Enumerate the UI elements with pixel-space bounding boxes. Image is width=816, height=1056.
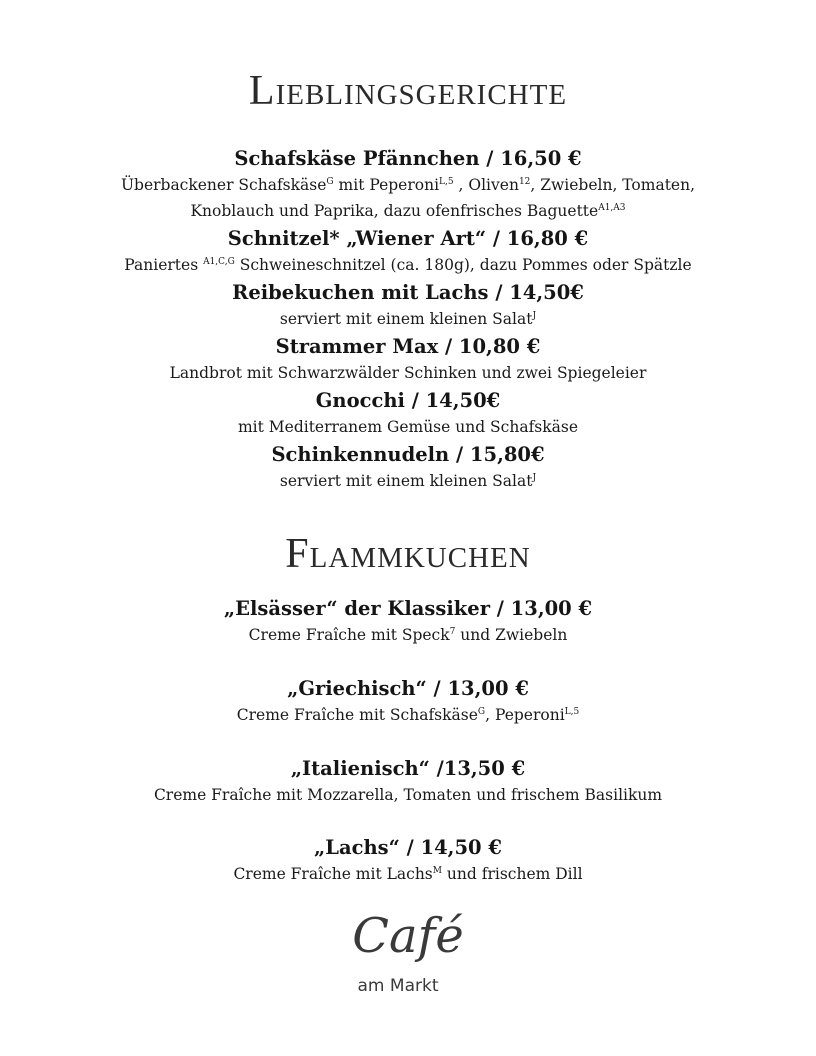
- dish-gnocchi: [40, 388, 776, 440]
- dish-title: Schnitzel* „Wiener Art“ / 16,80 €: [227, 227, 589, 250]
- dish-description: [40, 861, 776, 887]
- dish-schafskaese-pfaennchen: [40, 146, 776, 224]
- desc-text: mit Peperoni: [333, 176, 440, 194]
- desc-text: , Oliven: [453, 176, 519, 194]
- allergen-note: J: [532, 310, 537, 321]
- dish-strammer-max: [40, 334, 776, 386]
- dish-title: „Griechisch“ / 13,00 €: [287, 677, 529, 700]
- allergen-note: A1,A3: [598, 202, 626, 213]
- dish-description: [40, 622, 776, 648]
- dish-italienisch: [40, 756, 776, 808]
- dish-description: [40, 172, 776, 198]
- desc-text: und frischem Dill: [441, 865, 583, 883]
- desc-text: und Zwiebeln: [455, 626, 568, 644]
- allergen-note: G: [477, 706, 486, 717]
- dish-title: Strammer Max / 10,80 €: [275, 335, 541, 358]
- allergen-note: M: [432, 865, 442, 876]
- dish-title: „Italienisch“ /13,50 €: [290, 757, 526, 780]
- allergen-note: G: [326, 176, 334, 187]
- dish-schinkennudeln: [40, 442, 776, 494]
- dish-schnitzel: [40, 226, 776, 278]
- section-title-flammkuchen: Flammkuchen: [285, 531, 531, 577]
- allergen-note: 7: [449, 626, 456, 637]
- dish-title: Reibekuchen mit Lachs / 14,50€: [232, 281, 584, 304]
- desc-text: serviert mit einem kleinen Salat: [279, 472, 533, 490]
- dish-description: [40, 782, 776, 808]
- dish-title: „Lachs“ / 14,50 €: [314, 836, 502, 859]
- desc-text: Überbackener Schafskäse: [120, 176, 327, 194]
- desc-text: Creme Fraîche mit Speck: [248, 626, 450, 644]
- desc-text: mit Mediterranem Gemüse und Schafskäse: [237, 418, 579, 436]
- dish-description: [40, 306, 776, 332]
- dish-description: [40, 198, 776, 224]
- allergen-note: L,5: [439, 176, 454, 187]
- dish-title: Schafskäse Pfännchen / 16,50 €: [234, 147, 582, 170]
- dish-description: [40, 252, 776, 278]
- dish-description: [40, 360, 776, 386]
- desc-text: Schweineschnitzel (ca. 180g), dazu Pommes oder Spätzle: [234, 256, 692, 274]
- dish-description: [40, 702, 776, 728]
- dish-title: Gnocchi / 14,50€: [315, 389, 501, 412]
- logo-text-am-markt: am Markt: [357, 976, 439, 996]
- dish-elsaesser: [40, 596, 776, 648]
- dish-reibekuchen: [40, 280, 776, 332]
- desc-text: Landbrot mit Schwarzwälder Schinken und zwei Spiegeleier: [169, 364, 647, 382]
- dish-lachs: [40, 835, 776, 887]
- desc-text: Creme Fraîche mit Schafskäse: [236, 706, 478, 724]
- logo-text-cafe: Café: [352, 908, 464, 964]
- desc-text: Paniertes: [124, 256, 204, 274]
- dish-description: [40, 468, 776, 494]
- desc-text: , Peperoni: [485, 706, 565, 724]
- allergen-note: L,5: [564, 706, 580, 717]
- section-title-lieblingsgerichte: Lieblingsgerichte: [248, 68, 568, 114]
- allergen-note: J: [532, 472, 537, 483]
- desc-text: Knoblauch und Paprika, dazu ofenfrisches Baguette: [190, 202, 599, 220]
- allergen-note: 12: [518, 176, 531, 187]
- desc-text: Creme Fraîche mit Lachs: [233, 865, 433, 883]
- dish-title: „Elsässer“ der Klassiker / 13,00 €: [223, 597, 593, 620]
- desc-text: Creme Fraîche mit Mozzarella, Tomaten und frischem Basilikum: [153, 786, 663, 804]
- dish-griechisch: [40, 676, 776, 728]
- desc-text: serviert mit einem kleinen Salat: [279, 310, 533, 328]
- dish-description: [40, 414, 776, 440]
- dish-title: Schinkennudeln / 15,80€: [271, 443, 545, 466]
- allergen-note: A1,C,G: [203, 256, 235, 267]
- cafe-am-markt-logo: [308, 900, 508, 1000]
- desc-text: , Zwiebeln, Tomaten,: [530, 176, 696, 194]
